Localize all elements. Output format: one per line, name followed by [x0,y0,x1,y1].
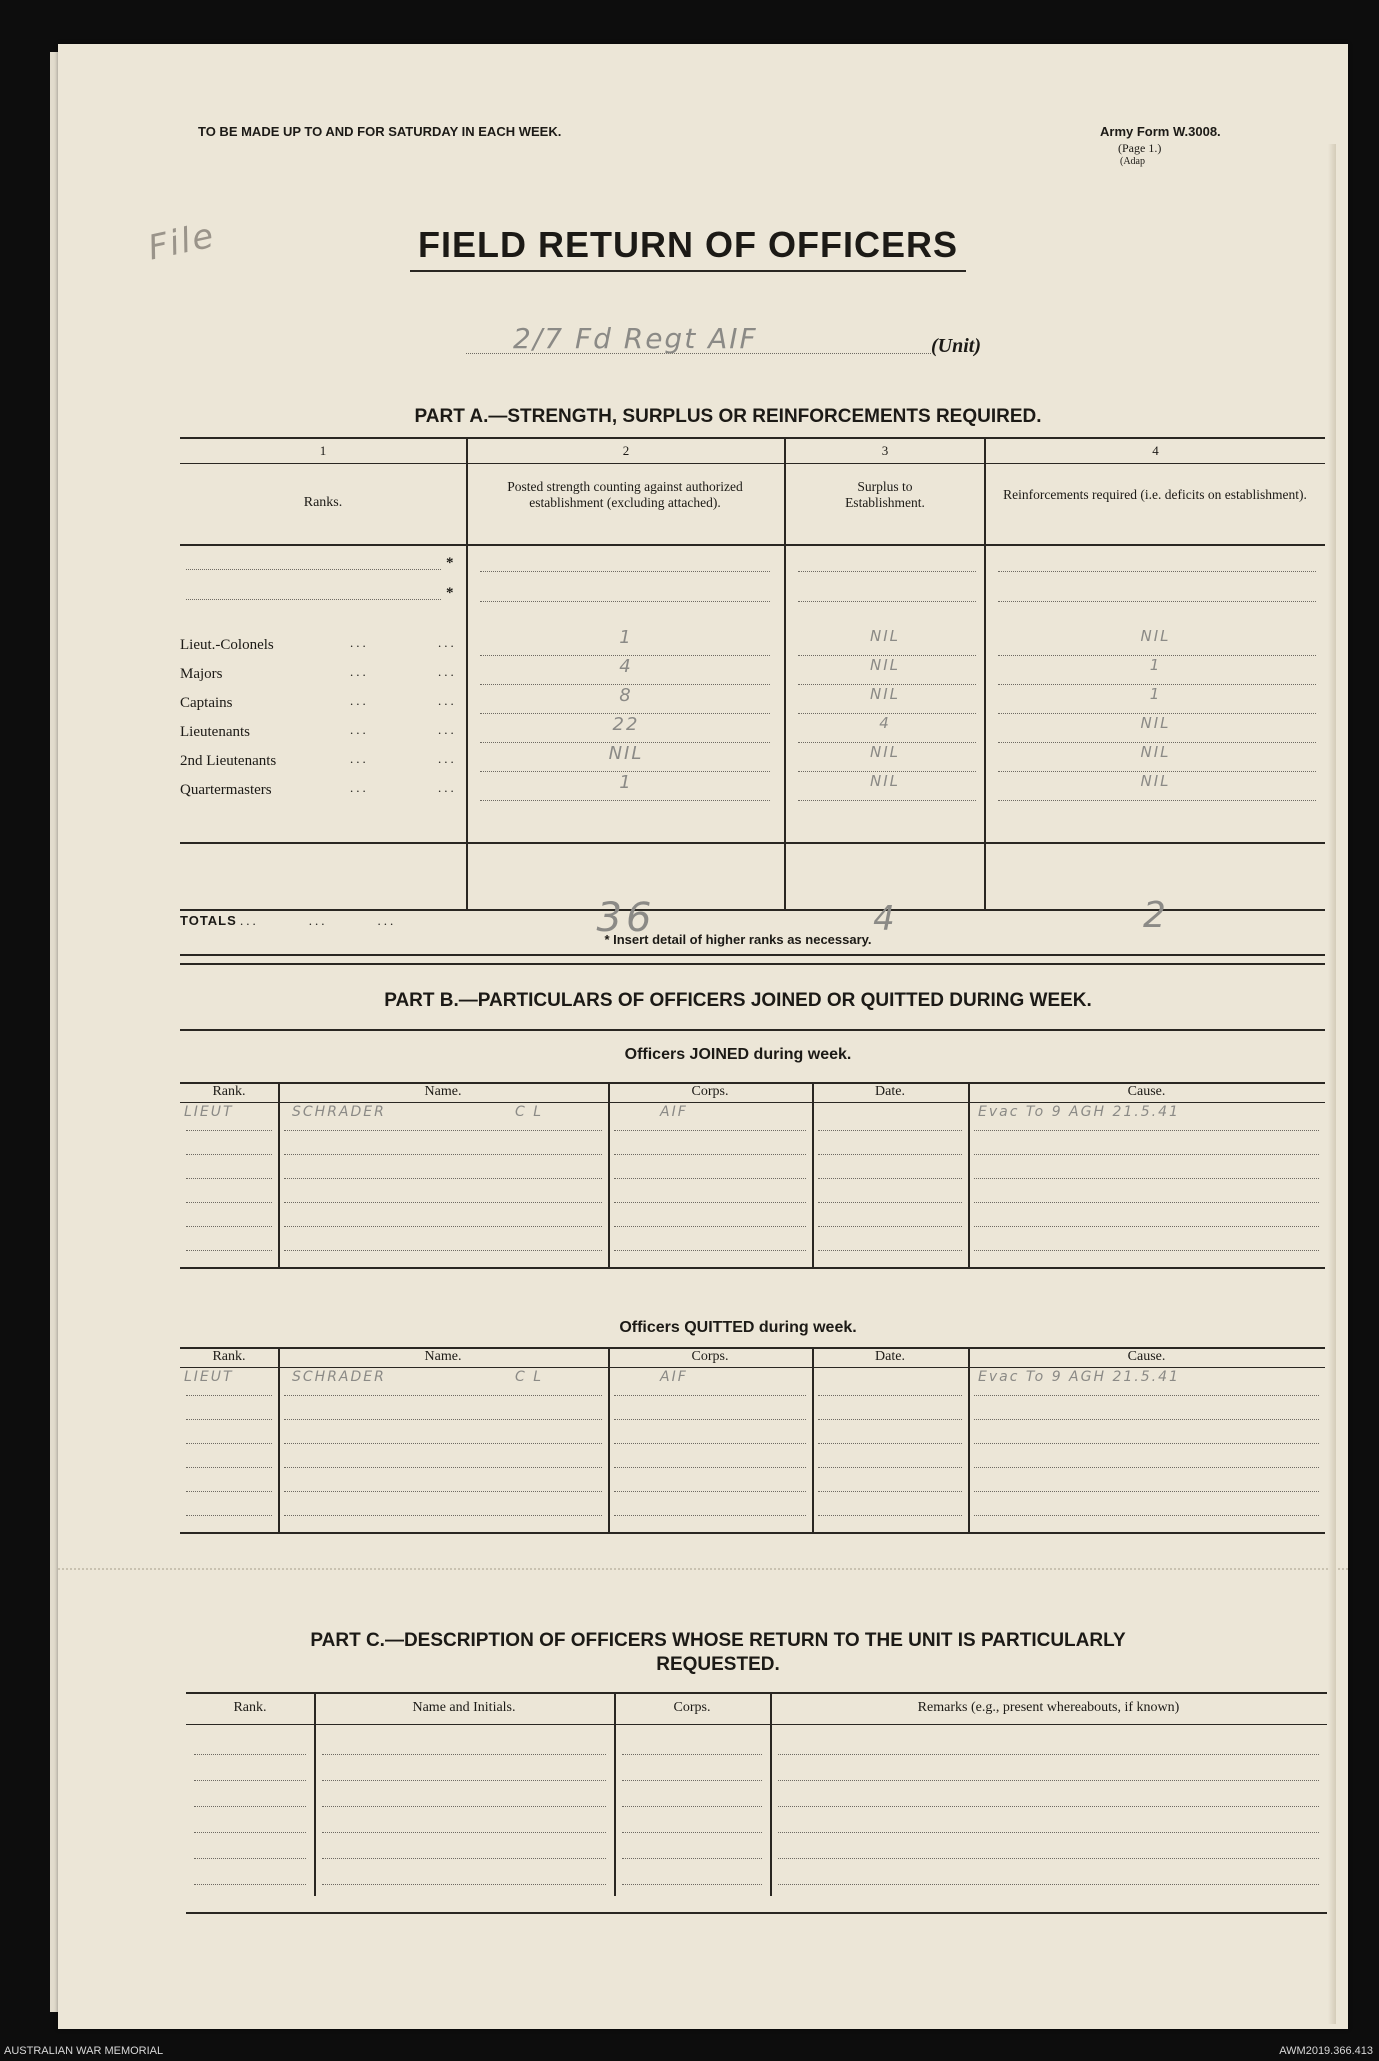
joined-table [180,1082,1325,1269]
dotted-line [284,1202,602,1203]
dotted-line [186,1250,272,1251]
joined-corps: AIF [660,1104,688,1120]
dotted-line [322,1806,606,1807]
dotted-line [998,800,1316,801]
dotted-line [284,1226,602,1227]
column-header: Corps. [673,1700,711,1715]
dotted-line [186,1515,272,1516]
rank-label: Lieutenants [180,724,250,740]
part-a-footnote: * Insert detail of higher ranks as necessary. [604,932,872,947]
dotted-line [778,1780,1319,1781]
dotted-line [614,1467,806,1468]
quitted-initials: C L [515,1369,544,1385]
dotted-line [778,1754,1319,1755]
dotted-line [818,1130,962,1131]
dotted-line [480,571,770,572]
rank-leader: ... [438,751,457,766]
surplus-value: NIL [869,627,900,645]
totals-reinforcements: 2 [1143,895,1168,936]
dotted-line [480,601,770,602]
quitted-rank: LIEUT [184,1369,234,1385]
table-rule [180,1532,1325,1534]
dotted-line [186,1491,272,1492]
dotted-line [322,1780,606,1781]
asterisk-row-leader [186,569,441,570]
asterisk-row-leader [186,599,441,600]
rank-leader: ... [438,693,457,708]
quitted-corps: AIF [660,1369,688,1385]
dotted-line [186,1202,272,1203]
page-ref: (Page 1.) [1118,141,1162,155]
part-b-heading: PART B.—PARTICULARS OF OFFICERS JOINED OR QUITTED DURING WEEK. [384,990,1092,1011]
rank-label: Majors [180,666,223,682]
dotted-line [186,1443,272,1444]
table-rule [186,1912,1327,1914]
dotted-line [186,1178,272,1179]
column-header: Rank. [212,1349,246,1364]
surplus-value: 4 [879,714,891,732]
rank-label: Lieut.-Colonels [180,637,274,653]
dotted-line [818,1395,962,1396]
dotted-line [186,1467,272,1468]
dotted-line [974,1202,1319,1203]
posted-value: 22 [612,714,640,735]
dotted-line [818,1515,962,1516]
dotted-line [622,1780,762,1781]
part-c-heading-1: PART C.—DESCRIPTION OF OFFICERS WHOSE RETURN TO THE UNIT IS PARTICULARLY [310,1630,1126,1651]
rank-label: 2nd Lieutenants [180,753,277,769]
table-column-rule [608,1082,610,1269]
dotted-line [974,1130,1319,1131]
dotted-line [998,601,1316,602]
reinforcements-value: 1 [1149,685,1162,703]
dotted-line [284,1515,602,1516]
joined-heading: Officers JOINED during week. [624,1046,852,1063]
unit-handwritten: 2/7 Fd Regt AIF [513,322,758,355]
column-header: Cause. [1127,1084,1166,1099]
dotted-line [778,1832,1319,1833]
dotted-line [974,1154,1319,1155]
table-column-rule [278,1347,280,1534]
footer-right: AWM2019.366.413 [1279,2045,1373,2057]
dotted-line [974,1395,1319,1396]
form-sheet [58,44,1348,2029]
dotted-line [614,1154,806,1155]
joined-rank: LIEUT [184,1104,234,1120]
joined-initials: C L [515,1104,544,1120]
dotted-line [194,1780,306,1781]
part-a-table [180,437,1325,957]
dotted-line [818,1178,962,1179]
dotted-line [998,571,1316,572]
col-number-2: 2 [622,443,630,458]
dotted-line [322,1754,606,1755]
column-header: Name. [424,1084,462,1099]
form-number: Army Form W.3008. [1100,124,1221,139]
quitted-name: SCHRADER [292,1369,386,1385]
table-rule [186,1692,1327,1694]
dotted-line [284,1130,602,1131]
dotted-line [778,1884,1319,1885]
dotted-line [798,601,976,602]
rank-leader: ... [438,664,457,679]
table-rule [770,1692,772,1896]
quitted-heading: Officers QUITTED during week. [619,1319,857,1336]
part-a-heading: PART A.—STRENGTH, SURPLUS OR REINFORCEMENTS REQUIRED. [414,406,1042,427]
dotted-line [186,1395,272,1396]
dotted-line [818,1154,962,1155]
col-number-3: 3 [881,443,889,458]
dotted-line [322,1884,606,1885]
rank-leader: ... [350,722,369,737]
rank-leader: ... [438,780,457,795]
dotted-line [974,1226,1319,1227]
dotted-line [614,1178,806,1179]
dotted-line [622,1884,762,1885]
part-c-table [186,1692,1327,1914]
dotted-line [818,1202,962,1203]
totals-surplus: 4 [873,899,897,939]
dotted-line [622,1832,762,1833]
reinforcements-value: 1 [1149,656,1162,674]
adapted-note: (Adap [1120,156,1145,167]
table-column-rule [278,1082,280,1269]
dotted-line [284,1250,602,1251]
dotted-line [818,1467,962,1468]
margin-note: File [144,215,219,269]
dotted-line [284,1395,602,1396]
dotted-line [614,1130,806,1131]
perforation [58,1568,1348,1570]
rank-leader: ... [350,693,369,708]
joined-cause: Evac To 9 AGH 21.5.41 [978,1104,1180,1120]
reinforcements-value: NIL [1140,627,1171,645]
quitted-cause: Evac To 9 AGH 21.5.41 [978,1369,1180,1385]
dotted-line [284,1178,602,1179]
dotted-line [284,1467,602,1468]
totals-leader: ... ... ... [240,913,397,928]
posted-value: NIL [608,743,644,764]
rank-leader: ... [350,780,369,795]
posted-value: 4 [619,656,633,677]
dotted-line [186,1226,272,1227]
dotted-line [614,1515,806,1516]
header-instruction: TO BE MADE UP TO AND FOR SATURDAY IN EACH WEEK. [198,124,562,139]
rank-leader: ... [350,751,369,766]
table-column-rule [608,1347,610,1534]
column-header: Rank. [212,1084,246,1099]
table-rule [180,1267,1325,1269]
posted-value: 1 [619,772,633,793]
dotted-line [194,1806,306,1807]
column-header: Name and Initials. [412,1700,516,1715]
unit-label: (Unit) [931,335,981,357]
dotted-line [974,1491,1319,1492]
rank-leader: ... [350,635,369,650]
column-header: Date. [875,1349,905,1364]
dotted-line [974,1250,1319,1251]
dotted-line [778,1806,1319,1807]
dotted-line [194,1884,306,1885]
dotted-line [614,1202,806,1203]
dotted-line [818,1491,962,1492]
column-header: Corps. [691,1084,729,1099]
table-column-rule [812,1347,814,1534]
column-header: Cause. [1127,1349,1166,1364]
dotted-line [974,1178,1319,1179]
asterisk-marker: * [446,585,454,601]
reinforcements-value: NIL [1140,743,1171,761]
dotted-line [778,1858,1319,1859]
footer-left: AUSTRALIAN WAR MEMORIAL [4,2045,164,2057]
column-header: Remarks (e.g., present whereabouts, if known) [917,1700,1180,1715]
table-rule [186,1724,1327,1725]
joined-name: SCHRADER [292,1104,386,1120]
dotted-line [614,1250,806,1251]
quitted-table [180,1347,1325,1534]
dotted-line [818,1443,962,1444]
asterisk-marker: * [446,555,454,571]
dotted-line [284,1154,602,1155]
dotted-line [614,1226,806,1227]
surplus-value: NIL [869,743,900,761]
dotted-line [818,1419,962,1420]
dotted-line [480,800,770,801]
dotted-line [186,1154,272,1155]
dotted-line [194,1754,306,1755]
column-header: Date. [875,1084,905,1099]
posted-value: 8 [619,685,633,706]
posted-value: 1 [619,627,633,648]
col-number-1: 1 [319,443,327,458]
rank-label: Captains [180,695,233,711]
table-rule [314,1692,316,1896]
dotted-line [818,1250,962,1251]
page-title: FIELD RETURN OF OFFICERS [418,224,958,265]
table-column-rule [812,1082,814,1269]
dotted-line [614,1491,806,1492]
dotted-line [974,1515,1319,1516]
table-column-rule [968,1082,970,1269]
surplus-value: NIL [869,685,900,703]
header-reinforcements: Reinforcements required (i.e. deficits on establishment). [1003,487,1307,502]
dotted-line [974,1419,1319,1420]
part-c-heading-2: REQUESTED. [656,1654,780,1675]
table-rule [180,1367,1325,1368]
dotted-line [284,1443,602,1444]
dotted-line [614,1419,806,1420]
header-ranks: Ranks. [303,495,343,510]
surplus-value: NIL [869,772,900,790]
dotted-line [194,1832,306,1833]
rank-leader: ... [438,722,457,737]
dotted-line [186,1419,272,1420]
reinforcements-value: NIL [1140,772,1171,790]
dotted-line [284,1491,602,1492]
dotted-line [186,1130,272,1131]
header-posted-strength: Posted strength counting against authorized establishment (excluding attached). [507,479,743,510]
dotted-line [622,1754,762,1755]
dotted-line [798,571,976,572]
dotted-line [614,1395,806,1396]
table-rule [614,1692,616,1896]
dotted-line [284,1419,602,1420]
dotted-line [974,1467,1319,1468]
surplus-value: NIL [869,656,900,674]
rank-leader: ... [438,635,457,650]
dotted-line [798,800,976,801]
dotted-line [322,1858,606,1859]
dotted-line [322,1832,606,1833]
column-header: Corps. [691,1349,729,1364]
dotted-line [622,1858,762,1859]
totals-posted: 36 [596,895,656,941]
rank-label: Quartermasters [180,782,272,798]
reinforcements-value: NIL [1140,714,1171,732]
dotted-line [622,1806,762,1807]
table-rule [180,1102,1325,1103]
column-header: Rank. [233,1700,267,1715]
dotted-line [818,1226,962,1227]
column-header: Name. [424,1349,462,1364]
table-column-rule [968,1347,970,1534]
col-number-4: 4 [1152,443,1159,458]
dotted-line [974,1443,1319,1444]
totals-label: TOTALS [180,913,237,928]
dotted-line [614,1443,806,1444]
dotted-line [194,1858,306,1859]
rank-leader: ... [350,664,369,679]
header-surplus: Surplus to Establishment. [845,479,925,510]
sheet-edge [1328,144,1336,2024]
